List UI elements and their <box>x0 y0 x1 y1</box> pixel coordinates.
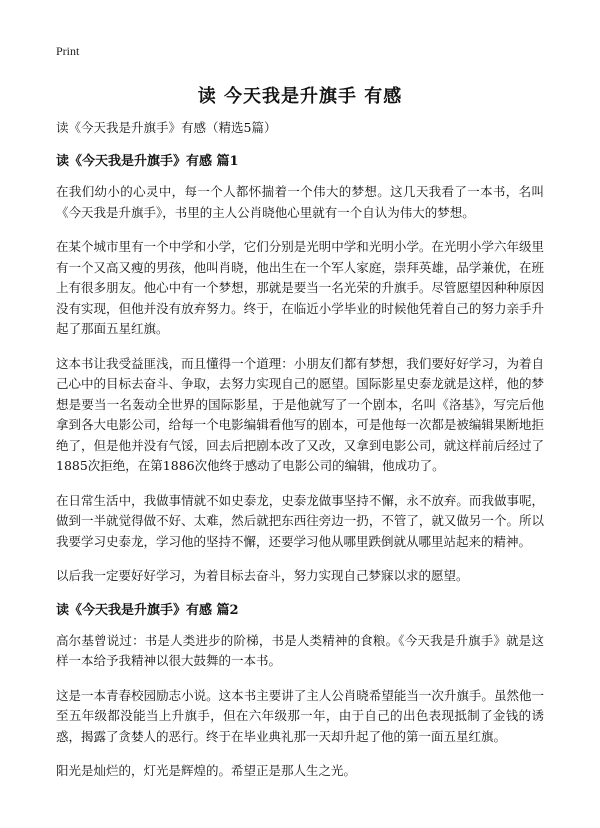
paragraph: 以后我一定要好好学习，为着目标去奋斗，努力实现自己梦寐以求的愿望。 <box>56 568 469 583</box>
paragraph: 高尔基曾说过：书是人类进步的阶梯，书是人类精神的食粮。《今天我是升旗手》就是这样一本给予我精神以很大鼓舞的一本书。 <box>56 632 544 668</box>
paragraph: 这本书让我受益匪浅，而且懂得一个道理：小朋友们都有梦想，我们要好好学习，为着自己心中的目标去奋斗、争取，去努力实现自己的愿望。国际影星史泰龙就是这样，他的梦想是要当一名轰动全世界的国际影星，于是他就写了一个剧本，名叫《洛基》，写完后他拿到各大电影公司，给每一个电影编辑看他写的剧本，可是他每一次都是被编辑果断地拒绝了，但是他并没有气馁，回去后把剧本改了又改，又拿到电影公司，就这样前后经过了1885次拒绝，在第1886次他终于感动了电影公司的编辑，他成功了。 <box>56 355 544 473</box>
section-1 <box>56 152 544 587</box>
section-heading: 读《今天我是升旗手》有感 篇2 <box>56 602 239 618</box>
print-link[interactable]: Print <box>56 44 80 58</box>
document-subtitle: 读《今天我是升旗手》有感（精选5篇） <box>56 120 277 135</box>
section-heading: 读《今天我是升旗手》有感 篇1 <box>56 154 239 169</box>
paragraph: 这是一本青春校园励志小说。这本书主要讲了主人公肖晓希望能当一次升旗手。虽然他一至五年级都没能当上升旗手，但在六年级那一年，由于自己的出色表现抵制了金钱的诱惑，揭露了贪婪人的恶行。终于在毕业典礼那一天却升起了他的第一面五星红旗。 <box>56 687 544 744</box>
paragraph: 在我们幼小的心灵中，每一个人都怀揣着一个伟大的梦想。这几天我看了一本书，名叫《今天我是升旗手》，书里的主人公肖晓他心里就有一个自认为伟大的梦想。 <box>56 184 544 220</box>
paragraph: 在某个城市里有一个中学和小学，它们分别是光明中学和光明小学。在光明小学六年级里有一个又高又瘦的男孩，他叫肖晓，他出生在一个军人家庭，崇拜英雄，品学兼优，在班上有很多朋友。他心中有一个梦想，那就是要当一名光荣的升旗手。尽管愿望因种种原因没有实现，但他并没有放弃努力。终于，在临近小学毕业的时候他凭着自己的努力亲手升起了那面五星红旗。 <box>56 239 544 336</box>
section-2 <box>56 601 544 782</box>
page-title: 读 今天我是升旗手 有感 <box>197 86 403 107</box>
paragraph: 在日常生活中，我做事情就不如史泰龙，史泰龙做事坚持不懈，永不放弃。而我做事呢，做到一半就觉得做不好、太难，然后就把东西往旁边一扔，不管了，就又做另一个。所以我要学习史泰龙，学习他的坚持不懈，还要学习他从哪里跌倒就从哪里站起来的精神。 <box>56 492 544 549</box>
paragraph: 阳光是灿烂的，灯光是辉煌的。希望正是那人生之光。 <box>56 763 357 778</box>
document-body <box>56 118 544 796</box>
